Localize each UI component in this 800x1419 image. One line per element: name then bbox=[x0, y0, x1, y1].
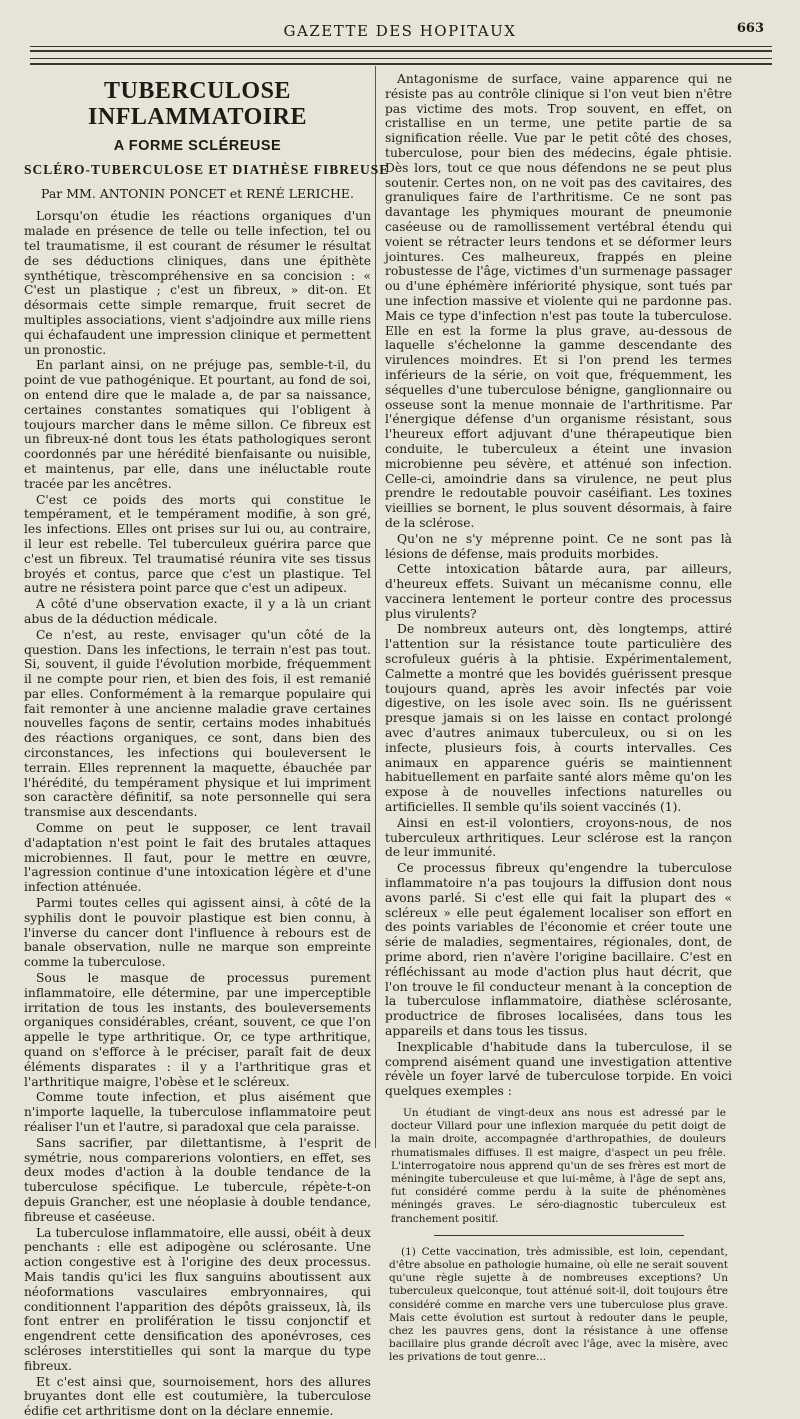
running-header bbox=[30, 16, 770, 46]
paragraph: De nombreux auteurs ont, dès longtemps, attiré l'attention sur la résistance toute particulière des scrofuleux guéris à la phtisie. Expérimentalement, Calmette a montré que les bovidés guérissent presque toujours quand, après les avoir infectés par voie digestive, on les isole avec soin. Ils ne guérissent presque jamais si on les laisse en contact prolongé avec d'autres animaux tuberculeux, ou si on les infecte, plusieurs fois, à courts intervalles. Ces animaux en apparence guéris se maintiennent habituellement en parfaite santé alors même qu'on les expose à de nouvelles infections naturelles ou artificielles. Il semble qu'ils soient vaccinés (1). bbox=[385, 622, 732, 815]
article-subtitle-secondary: SCLÉRO-TUBERCULOSE ET DIATHÈSE FIBREUSE bbox=[24, 161, 390, 177]
paragraph: Comme on peut le supposer, ce lent travail d'adaptation n'est point le fait des brutales attaques microbiennes. Il faut, pour le mettre en œuvre, l'agression continue d'une intoxication légère et d'une infection atténuée. bbox=[24, 821, 371, 895]
paragraph: Antagonisme de surface, vaine apparence qui ne résiste pas au contrôle clinique si l'on veut bien n'être pas victime des mots. Trop souvent, en effet, on cristallise en un terme, une petite partie de sa signification réelle. Vue par le petit côté des choses, tuberculose, pour bien des médecins, égale phtisie. Dès lors, tout ce que nous défendons ne se peut plus soutenir. Certes non, on ne voit pas des cavitaires, des granuliques faire de l'arthritisme. Ce ne sont pas davantage les phymiques mourant de pneumonie caséeuse ou de ramollissement vertébral étendu qui voient se rétracter leurs tendons et se déformer leurs jointures. Ces malheureux, frappés en pleine robustesse de l'âge, victimes d'un surmenage passager ou d'une éphémère infériorité physique, sont tués par une infection massive et violente qui ne pardonne pas. Mais ce type d'infection n'est pas toute la tuberculose. Elle en est la forme la plus grave, au-dessous de laquelle s'échelonne la gamme descendante des virulences moindres. Et si l'on prend les termes inférieurs de la série, on voit que, fréquemment, les séquelles d'une tuberculose bénigne, ganglionnaire ou osseuse sont la menue monnaie de l'arthritisme. Par l'énergique défense d'un organisme résistant, sous l'heureux effort adjuvant d'une thérapeutique bien conduite, le tuberculeux a éteint une invasion microbienne peu sévère, et atténué son infection. Celle-ci, amoindrie dans sa virulence, ne peut plus prendre le redoutable pouvoir caséifiant. Les toxines vieillies se bornent, le plus souvent désormais, à faire de la sclérose. bbox=[385, 72, 732, 530]
header-rule bbox=[30, 46, 772, 47]
article-byline: Par MM. ANTONIN PONCET et RENÉ LERICHE. bbox=[40, 185, 355, 201]
paragraph: A côté d'une observation exacte, il y a là un criant abus de la déduction médicale. bbox=[24, 597, 371, 626]
page-number: 663 bbox=[736, 21, 764, 36]
footnote-rule bbox=[434, 1235, 684, 1236]
case-report-text: Un étudiant de vingt-deux ans nous est adressé par le docteur Villard pour une inflexion marquée du petit doigt de la main droite, accompagnée d'arthropathies, de douleurs rhumatismales diffuses. Il est maigre, d'aspect un peu frêle. L'interrogatoire nous apprend qu'un de ses frères est mort de méningite tuberculeuse et que lui-même, à l'âge de sept ans, fut considéré comme perdu à la suite de phénomènes méningés graves. Le séro-diagnostic tuberculeux est franchement positif. bbox=[391, 1106, 726, 1225]
header-rule-thick bbox=[30, 50, 772, 52]
paragraph: En parlant ainsi, on ne préjuge pas, semble-t-il, du point de vue pathogénique. Et pourtant, au fond de soi, on entend dire que le malade a, de par sa naissance, certaines constantes somatiques qui l'obligent à toujours marcher dans le même sillon. Ce fibreux est un fibreux-né dont tous les états pathologiques seront coordonnés par une hérédité bienfaisante ou nuisible, et maintenus, par elle, dans une inéluctable route tracée par les ancêtres. bbox=[24, 358, 371, 491]
paragraph: Lorsqu'on étudie les réactions organiques d'un malade en présence de telle ou telle infection, tel ou tel traumatisme, il est courant de résumer le résultat de ses déductions cliniques, dans une épithète synthétique, trèscompréhensive en sa concision : « C'est un plastique ; c'est un fibreux, » dit-on. Et désormais cette simple remarque, fruit secret de multiples associations, vient s'adjoindre aux mille riens qui échafaudent une impression clinique et permettent un pronostic. bbox=[24, 209, 371, 357]
paragraph: Inexplicable d'habitude dans la tuberculose, il se comprend aisément quand une investigation attentive révèle un foyer larvé de tuberculose torpide. En voici quelques exemples : bbox=[385, 1039, 732, 1099]
paragraph: Sous le masque de processus purement inflammatoire, elle détermine, par une imperceptible irritation de tous les instants, des bouleversements organiques considérables, créant, souvent, ce que l'on appelle le type arthritique. Or, ce type arthritique, quand on s'efforce à le préciser, paraît fait de deux éléments disparates : il y a l'arthritique gras et l'arthritique maigre, l'obèse et le scléreux. bbox=[24, 971, 371, 1089]
paragraph: Ce processus fibreux qu'engendre la tuberculose inflammatoire n'a pas toujours la diffusion dont nous avons parlé. Si c'est elle qui fait la plupart des « scléreux » elle peut également localiser son effort en des points variables de l'économie et créer toute une série de maladies, segmentaires, régionales, dont, de prime abord, rien n'avère l'origine bacillaire. C'est en réfléchissant au mode d'action plus haut décrit, que l'on trouve le fil conducteur menant à la conception de la tuberculose inflammatoire, diathèse sclérosante, productrice de fibroses localisées, dans tous les appareils et dans tous les tissus. bbox=[385, 861, 732, 1038]
paragraph: Parmi toutes celles qui agissent ainsi, à côté de la syphilis dont le pouvoir plastique est bien connu, à l'inverse du cancer dont l'influence à rebours est de banale observation, nulle ne marque son empreinte comme la tuberculose. bbox=[24, 896, 371, 970]
title-rule-thick bbox=[30, 63, 772, 65]
paragraph: Ainsi en est-il volontiers, croyons-nous, de nos tuberculeux arthritiques. Leur sclérose est la rançon de leur immunité. bbox=[385, 815, 732, 860]
right-column bbox=[385, 72, 732, 1364]
journal-title: GAZETTE DES HOPITAUX bbox=[283, 22, 517, 40]
paragraph: La tuberculose inflammatoire, elle aussi, obéit à deux penchants : elle est adipogène ou sclérosante. Une action congestive est à l'origine des deux processus. Mais tandis qu'ici les flux sanguins aboutissent aux néoformations vasculaires embryonnaires, qui conditionnent l'apparition des dépôts graisseux, là, ils font entrer en prolifération le tissu conjonctif et engendrent cette densification des aponévroses, ces scléroses interstitielles qui sont la marque du type fibreux. bbox=[24, 1225, 371, 1373]
paragraph: Qu'on ne s'y méprenne point. Ce ne sont pas là lésions de défense, mais produits morbides. bbox=[385, 531, 732, 561]
left-column bbox=[24, 72, 390, 1419]
footnote-text: (1) Cette vaccination, très admissible, est loin, cependant, d'être absolue en pathologie humaine, où elle ne serait souvent qu'une règle sujette à de nombreuses exceptions? Un tuberculeux quelconque, tout atténué soit-il, doit toujours être considéré comme en marche vers une tuberculose plus grave. Mais cette évolution est surtout à redouter dans le peuple, chez les pauvres gens, dont la résistance à une offense bacillaire plus grande décroît avec l'âge, avec la misère, avec les privations de tout genre... bbox=[389, 1245, 728, 1364]
paragraph: Comme toute infection, et plus aisément que n'importe laquelle, la tuberculose inflammatoire peut réaliser l'un et l'autre, si paradoxal que cela paraisse. bbox=[24, 1090, 371, 1134]
title-rule bbox=[30, 58, 772, 59]
paragraph: Ce n'est, au reste, envisager qu'un côté de la question. Dans les infections, le terrain n'est pas tout. Si, souvent, il guide l'évolution morbide, fréquemment il ne compte pour rien, et bien des fois, il est remanié par elles. Conformément à la remarque populaire qui fait remonter à une ancienne maladie grave certaines nouvelles façons de sentir, certains modes inhabitués des réactions organiques, ce sont, dans bien des circonstances, les infections qui bouleversent le terrain. Elles reprennent la maquette, ébauchée par l'hérédité, du tempérament physique et lui impriment son caractère définitif, sa note personnelle qui sera transmise aux descendants. bbox=[24, 627, 371, 820]
paragraph: Sans sacrifier, par dilettantisme, à l'esprit de symétrie, nous comparerions volontiers, en effet, ses deux modes d'action à la double tendance de la tuberculose spécifique. Le tubercule, répète-t-on depuis Grancher, est une néoplasie à double tendance, fibreuse et caséeuse. bbox=[24, 1135, 371, 1224]
paragraph: C'est ce poids des morts qui constitue le tempérament, et le tempérament modifie, à son gré, les infections. Elles ont prises sur lui ou, au contraire, il leur est rebelle. Tel tuberculeux guérira parce que c'est un fibreux. Tel traumatisé réunira vite ses tissus broyés et contus, parce que c'est un plastique. Tel autre ne résistera point parce que c'est un adipeux. bbox=[24, 492, 371, 596]
paragraph: Et c'est ainsi que, sournoisement, hors des allures bruyantes dont elle est coutumière, la tuberculose édifie cet arthritisme dont on la déclare ennemie. bbox=[24, 1374, 371, 1419]
column-divider bbox=[375, 66, 376, 1148]
case-report bbox=[391, 1107, 726, 1226]
paragraph: Cette intoxication bâtarde aura, par ailleurs, d'heureux effets. Suivant un mécanisme connu, elle vaccinera lentement le porteur contre des processus plus virulents? bbox=[385, 562, 732, 621]
footnote bbox=[389, 1246, 728, 1365]
article-subtitle: A FORME SCLÉREUSE bbox=[113, 138, 282, 154]
article-title: TUBERCULOSE INFLAMMATOIRE bbox=[88, 78, 307, 130]
